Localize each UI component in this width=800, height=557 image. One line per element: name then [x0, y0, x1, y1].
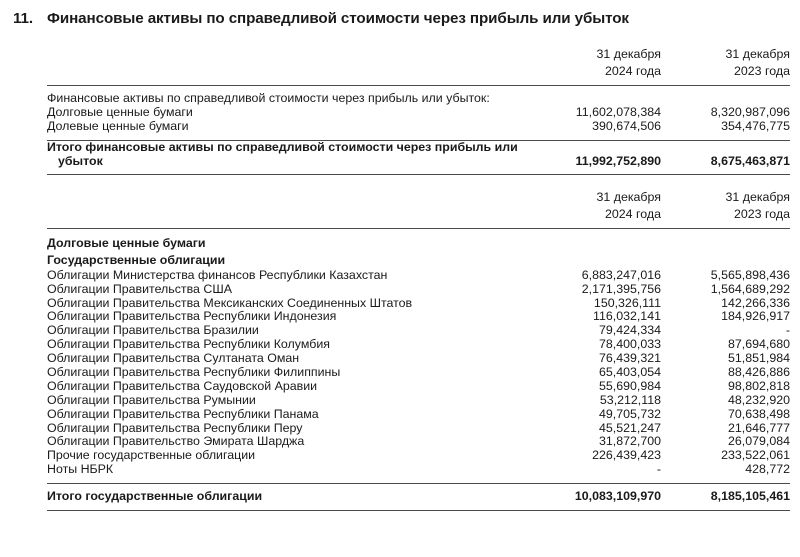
row-label: Облигации Правительство Эмирата Шарджа: [47, 434, 305, 449]
row-value-2023: 88,426,886: [727, 365, 790, 380]
row-value-2023: 184,926,917: [721, 309, 790, 324]
table-row: [47, 435, 790, 449]
table1-total-value-2023: 8,675,463,871: [710, 153, 790, 168]
table1-header-label: [47, 46, 532, 79]
table-row: [47, 120, 790, 134]
row-value-2023: 87,694,680: [727, 337, 790, 352]
row-label: Облигации Правительства Румынии: [47, 392, 256, 407]
row-value-2024: 11,602,078,384: [575, 104, 661, 119]
table2-header-2024: [532, 189, 661, 222]
table-row: [47, 422, 790, 436]
table1-header-2024-line1: 31 декабря: [596, 47, 661, 61]
table1-total-label: [47, 140, 532, 168]
table-row: [47, 297, 790, 311]
row-value-2023: 26,079,084: [727, 434, 790, 449]
row-value-2024: 45,521,247: [598, 420, 661, 435]
row-value-2024: -: [656, 462, 661, 477]
table1-header-2023-line1: 31 декабря: [725, 47, 790, 61]
row-label: Облигации Правительства Султаната Оман: [47, 351, 300, 366]
row-value-2023: 21,646,777: [727, 420, 790, 435]
row-value-2023: -: [785, 323, 790, 338]
row-value-2024: 78,400,033: [598, 337, 661, 352]
row-label: Облигации Правительства США: [47, 281, 232, 296]
table-row: [47, 324, 790, 338]
row-value-2023: 354,476,775: [721, 118, 790, 133]
row-value-2023: 98,802,818: [727, 378, 790, 393]
table1-section-label-row: [47, 92, 790, 106]
row-value-2023: 8,320,987,096: [710, 104, 790, 119]
subheader-label: Долговые ценные бумаги: [47, 235, 206, 250]
table-row: [47, 352, 790, 366]
table2-header-2023-line1: 31 декабря: [725, 190, 790, 205]
table2-header-2023: [661, 189, 790, 222]
row-label: Облигации Правительства Республики Индонезия: [47, 309, 337, 324]
note-title: Финансовые активы по справедливой стоимости через прибыль или убыток: [47, 10, 629, 27]
table2-total-value-2023: 8,185,105,461: [710, 489, 790, 504]
fvtpl-summary-table: [47, 28, 790, 175]
row-value-2023: 48,232,920: [727, 392, 790, 407]
row-value-2024: 49,705,732: [598, 406, 661, 421]
row-value-2024: 55,690,984: [598, 378, 661, 393]
row-label: Облигации Правительства Республики Колумбия: [47, 337, 330, 352]
row-label: Облигации Правительства Республики Филиппины: [47, 365, 341, 380]
row-value-2023: 142,266,336: [721, 295, 790, 310]
table2-header-label: [47, 189, 532, 222]
subheader-label: Государственные облигации: [47, 252, 226, 267]
table1-total-label-line1: Итого финансовые активы по справедливой стоимости через прибыль или: [47, 139, 518, 154]
row-value-2024: 53,212,118: [599, 392, 661, 407]
table-row: [47, 394, 790, 408]
table2-header-2023-line2: 2023 года: [734, 206, 790, 221]
row-value-2024: 65,403,054: [598, 365, 661, 380]
table2-subheader-government-bonds: [47, 252, 790, 269]
table1-total-row: [47, 140, 790, 168]
row-value-2024: 150,326,111: [593, 295, 661, 310]
row-value-2023: 1,564,689,292: [710, 281, 790, 296]
row-value-2023: 233,522,061: [721, 448, 790, 463]
row-value-2024: 116,032,141: [593, 309, 661, 324]
table1-section-label: Финансовые активы по справедливой стоимости через прибыль или убыток:: [47, 91, 490, 105]
table1-header-2024: [532, 46, 661, 79]
table2-total-value-2024: 10,083,109,970: [574, 489, 661, 504]
table1-total-label-line2: убыток: [58, 153, 103, 168]
spacer-row: [47, 28, 790, 46]
row-value-2024: 2,171,395,756: [581, 281, 661, 296]
table1-header-2023: [661, 46, 790, 79]
table2-total-row: [47, 490, 790, 504]
row-value-2023: 5,565,898,436: [710, 267, 790, 282]
row-value-2024: 6,883,247,016: [581, 267, 661, 282]
government-bonds-table: [47, 175, 790, 511]
row-label: Облигации Министерства финансов Республики Казахстан: [47, 267, 388, 282]
table1-header-2024-line2: 2024 года: [605, 63, 661, 78]
table-row: [47, 310, 790, 324]
table1-header-2023-line2: 2023 года: [734, 63, 790, 78]
table-row: [47, 380, 790, 394]
table-row: [47, 366, 790, 380]
row-label: Облигации Правительства Республики Панама: [47, 406, 319, 421]
row-label: Долевые ценные бумаги: [47, 118, 189, 133]
note-number: 11.: [13, 10, 33, 27]
row-label: Облигации Правительства Саудовской Аравии: [47, 378, 318, 393]
row-value-2024: 390,674,506: [592, 118, 661, 133]
table2-header-row: [47, 189, 790, 222]
table-row: [47, 449, 790, 463]
table-row: [47, 463, 790, 477]
table-row: [47, 408, 790, 422]
row-label: Прочие государственные облигации: [47, 448, 256, 463]
row-value-2024: 31,872,700: [598, 434, 661, 449]
table1-header-row: [47, 46, 790, 79]
row-label: Долговые ценные бумаги: [47, 104, 193, 119]
table1-total-value-2024: 11,992,752,890: [575, 153, 661, 168]
note-heading: [0, 0, 800, 28]
row-label: Облигации Правительства Бразилии: [47, 323, 259, 338]
table-row: [47, 283, 790, 297]
row-value-2024: 79,424,334: [598, 323, 661, 338]
table2-subheader-debt-securities: [47, 235, 790, 252]
table1-total-rule-bottom: [47, 168, 790, 175]
table2-total-rule-bottom: [47, 504, 790, 511]
table-row: [47, 338, 790, 352]
table-row: [47, 269, 790, 283]
table2-total-label: Итого государственные облигации: [47, 489, 263, 504]
row-label: Облигации Правительства Мексиканских Соединенных Штатов: [47, 295, 413, 310]
row-value-2023: 428,772: [745, 462, 790, 477]
spacer-row: [47, 175, 790, 189]
row-value-2024: 226,439,423: [592, 448, 661, 463]
row-value-2023: 51,851,984: [727, 351, 790, 366]
row-value-2023: 70,638,498: [727, 406, 790, 421]
row-label: Ноты НБРК: [47, 462, 114, 477]
table2-header-2024-line1: 31 декабря: [596, 190, 661, 205]
row-value-2024: 76,439,321: [598, 351, 661, 366]
table-row: [47, 106, 790, 120]
row-label: Облигации Правительства Республики Перу: [47, 420, 303, 435]
table2-header-2024-line2: 2024 года: [605, 206, 661, 221]
